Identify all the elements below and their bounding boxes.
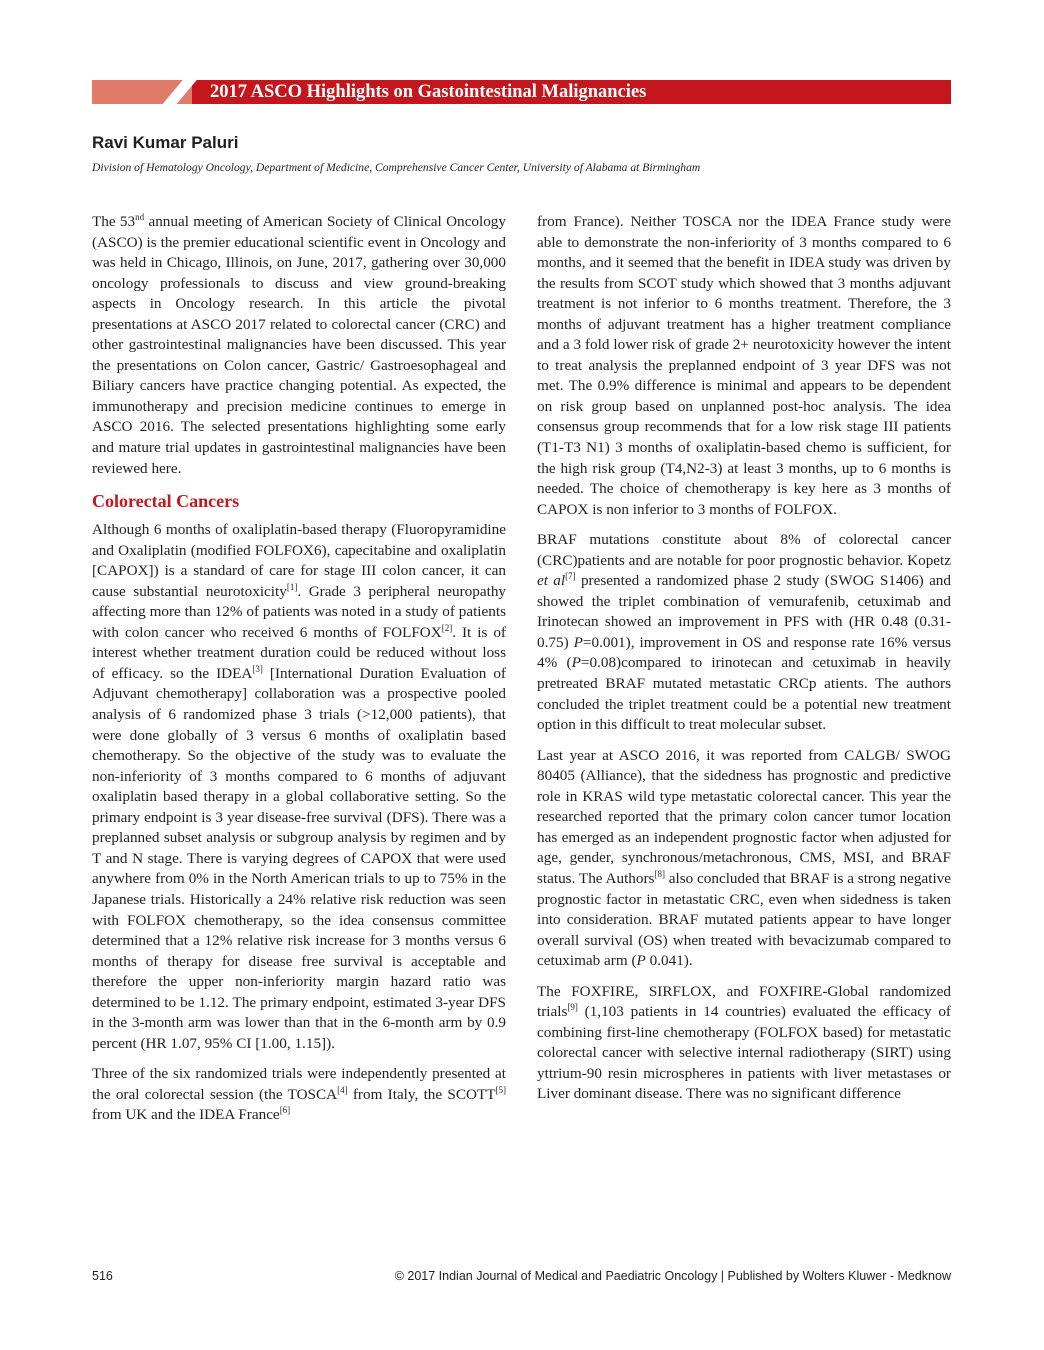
text-run: The 53 bbox=[92, 213, 136, 230]
citation-ref-6[interactable]: [6] bbox=[279, 1105, 291, 1116]
text-run: Although 6 months of oxaliplatin-based therapy (Fluoropyramidine and Oxaliplatin (modified FOLFOX6), capecitabine and oxaliplatin [CAPOX]) is a standard of care for stage III colon cancer, it can cause substantial neurotoxicity bbox=[92, 521, 506, 600]
author-affiliation: Division of Hematology Oncology, Department of Medicine, Comprehensive Cancer Center, University of Alabama at Birmingham bbox=[92, 161, 701, 174]
ordinal-suffix: nd bbox=[135, 212, 145, 222]
citation-ref-7[interactable]: [7] bbox=[565, 571, 576, 582]
copyright-footer: © 2017 Indian Journal of Medical and Paediatric Oncology | Published by Wolters Kluwer - Medknow bbox=[394, 1269, 951, 1283]
text-run: =0.001), improvement in OS and response rate 16% versus 4% ( bbox=[537, 633, 951, 672]
paragraph-idea-study bbox=[92, 520, 506, 1054]
text-run: The FOXFIRE, SIRFLOX, and FOXFIRE-Global randomized trials bbox=[537, 982, 951, 1021]
text-run: =0.08)compared to irinotecan and cetuximab in heavily pretreated BRAF mutated metastatic CRCp atients. The authors concluded the triplet treatment could be a potential new treatment option in this difficult to treat molecular subset. bbox=[537, 654, 951, 734]
text-run: annual meeting of American Society of Clinical Oncology (ASCO) is the premier educational scientific event in Oncology and was held in Chicago, Illinois, on June, 2017, gathering over 30,000 oncology professionals to discuss and view ground-breaking aspects in Oncology research. In this article the pivotal presentations at ASCO 2017 related to colorectal cancer (CRC) and other gastrointestinal malignancies have been discussed. This year the presentations on Colon cancer, Gastric/ Gastroesophageal and Biliary cancers have practice changing potential. As expected, the immunotherapy and precision medicine continues to emerge in ASCO 2016. The selected presentations highlighting some early and mature trial updates in gastrointestinal malignancies have been reviewed here. bbox=[92, 213, 506, 477]
page-number: 516 bbox=[92, 1269, 113, 1283]
citation-ref-2[interactable]: [2] bbox=[441, 622, 453, 633]
citation-ref-8[interactable]: [8] bbox=[654, 868, 665, 879]
citation-ref-3[interactable]: [3] bbox=[252, 663, 263, 674]
text-run: also concluded that BRAF is a strong negative prognostic factor in metastatic CRC, even when sidedness is taken into consideration. BRAF mutated patients appear to have longer overall survival (OS) when treated with bevacizumab compared to cetuximab arm ( bbox=[537, 869, 952, 970]
text-run: Last year at ASCO 2016, it was reported from CALGB/ SWOG 80405 (Alliance), that the sidedness has prognostic and predictive role in KRAS wild type metastatic colorectal cancer. This year the researched reported that the primary colon cancer tumor location has emerged as an independent prognostic factor when adjusted for age, gender, synchronous/metachronous, CMS, MSI, and BRAF status. The Authors bbox=[537, 746, 951, 887]
section-heading-colorectal: Colorectal Cancers bbox=[92, 491, 240, 512]
intro-paragraph bbox=[92, 212, 506, 479]
paragraph-three-trials bbox=[92, 1064, 506, 1126]
p-value-symbol: P bbox=[573, 633, 583, 651]
text-run: from UK and the IDEA France bbox=[92, 1106, 280, 1124]
citation-ref-9[interactable]: [9] bbox=[567, 1002, 578, 1013]
text-run: from Italy, the SCOTT bbox=[347, 1085, 496, 1103]
text-run: 0.041). bbox=[645, 952, 693, 970]
text-run: Three of the six randomized trials were independently presented at the oral colorectal session (the TOSCA bbox=[92, 1065, 506, 1103]
et-al-italic: et al bbox=[537, 572, 566, 590]
p-value-symbol: P bbox=[636, 952, 646, 970]
text-run: (1,103 patients in 14 countries) evaluated the efficacy of combining first-line chemotherapy (FOLFOX based) for metastatic colorectal cancer with selective internal radiotherapy (SIRT) using yttrium-90 resin microspheres in patients with liver metastases or Liver dominant disease. There was no significant difference bbox=[537, 1003, 951, 1103]
left-column bbox=[92, 212, 506, 1136]
text-run: BRAF mutations constitute about 8% of colorectal cancer (CRC)patients and are notable for poor prognostic behavior. Kopetz bbox=[537, 531, 951, 569]
text-run: from France). Neither TOSCA nor the IDEA France study were able to demonstrate the non-inferiority of 3 months compared to 6 months, and it seemed that the benefit in IDEA study was driven by the results from SCOT study which showed that 3 months adjuvant treatment is not inferior to 6 months treatment. Therefore, the 3 months of adjuvant treatment has a higher treatment compliance and a 3 fold lower risk of grade 2+ neurotoxicity however the intent to treat analysis the preplanned endpoint of 3 year DFS was not met. The 0.9% difference is minimal and appears to be dependent on risk group based on unplanned post-hoc analysis. The idea consensus group recommends that for a low risk stage III patients (T1-T3 N1) 3 months of oxaliplatin-based chemo is sufficient, for the high risk group (T4,N2-3) at least 3 months, up to 6 months is needed. The choice of chemotherapy is key here as 3 months of CAPOX is non inferior to 3 months of FOLFOX. bbox=[537, 213, 951, 518]
citation-ref-5[interactable]: [5] bbox=[495, 1084, 506, 1095]
paragraph-sidedness bbox=[537, 746, 951, 972]
paragraph-foxfire bbox=[537, 982, 951, 1105]
text-run: presented a randomized phase 2 study (SWOG S1406) and showed the triplet combination of vemurafenib, cetuximab and Irinotecan showed an improvement in PFS with (HR 0.48 (0.31-0.75) bbox=[537, 572, 951, 651]
text-run: . It is of interest whether treatment duration could be reduced without loss of efficacy. so the IDEA bbox=[92, 623, 506, 682]
citation-ref-4[interactable]: [4] bbox=[337, 1084, 348, 1095]
paragraph-three-trials-continued bbox=[537, 212, 951, 520]
p-value-symbol: P bbox=[571, 654, 581, 672]
text-run: . Grade 3 peripheral neuropathy affecting more than 12% of patients was noted in a study of patients with colon cancer who received 6 months of FOLFOX bbox=[92, 582, 507, 641]
paragraph-braf bbox=[537, 530, 951, 735]
text-run: [International Duration Evaluation of Adjuvant chemotherapy] collaboration was a prospective pooled analysis of 6 randomized phase 3 trials (>12,000 patients), that were done globally of 3 versus 6 months of oxaliplatin based chemotherapy. So the objective of the study was to evaluate the non-inferiority of 3 months compared to 6 months of adjuvant oxaliplatin based therapy in a global collaborative setting. So the primary endpoint is 3 year disease-free survival (DFS). There was a preplanned subset analysis or subgroup analysis by regimen and by T and N stage. There is varying degrees of CAPOX that were used anywhere from 0% in the North American trials to up to 75% in the Japanese trials. Historically a 24% relative risk reduction was seen with FOLFOX chemotherapy, so the idea consensus committee determined that a 12% relative risk increase for 3 months versus 6 months of therapy for disease free survival is acceptable and therefore the upper non-inferiority margin hazard ratio was determined to be 1.12. The primary endpoint, estimated 3-year DFS in the 3-month arm was lower than that in the 6-month arm by 0.9 percent (HR 1.07, 95% CI [1.00, 1.15]). bbox=[92, 664, 506, 1052]
journal-section-banner bbox=[92, 80, 951, 104]
right-column bbox=[537, 212, 951, 1115]
citation-ref-1[interactable]: [1] bbox=[286, 581, 298, 592]
author-name: Ravi Kumar Paluri bbox=[92, 133, 239, 152]
article-title: 2017 ASCO Highlights on Gastointestinal Malignancies bbox=[210, 82, 647, 102]
